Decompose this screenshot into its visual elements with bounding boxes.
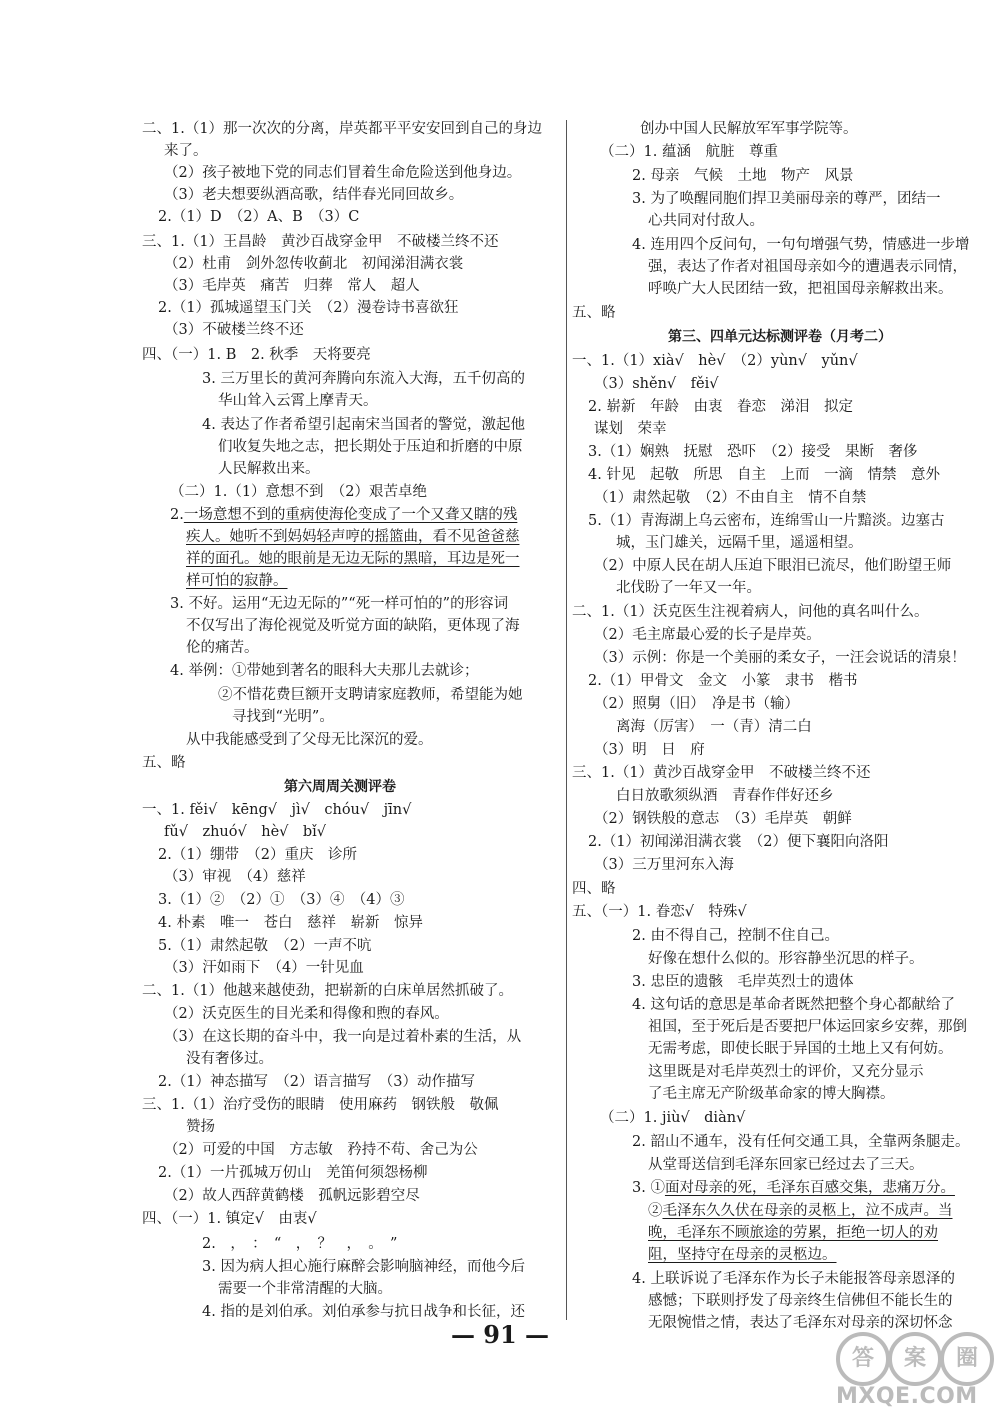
- answer-line: [632, 971, 853, 993]
- answer-line: [170, 593, 508, 615]
- answer-line: [588, 441, 918, 463]
- answer-text: （3）老夫想要纵酒高歌，结伴春光同回故乡。: [164, 187, 464, 203]
- answer-line: [594, 487, 866, 509]
- answer-text: ②不惜花费巨额开支聘请家庭教师，希望能为她: [218, 687, 523, 703]
- answer-text: 2.（1）D （2）A、B （3）C: [158, 209, 360, 225]
- answer-line: [572, 878, 616, 900]
- answer-text: 4. 针见 起敬 所思 自主 上而 一滴 情禁 意外: [588, 467, 940, 483]
- answer-text: （3）示例：你是一个美丽的柔女子，一汪会说话的清泉！: [594, 650, 966, 666]
- answer-text: （2）沃克医生的目光柔和得像和煦的春风。: [164, 1006, 449, 1022]
- answer-text: 五、略: [572, 305, 616, 321]
- answer-text: 呼唤广大人民团结一致，把祖国母亲解救出来。: [648, 281, 953, 297]
- answer-line: [142, 1208, 317, 1230]
- answer-line: [632, 1268, 955, 1290]
- answer-text: 4. 举例：①带她到著名的眼科大夫那儿去就诊；: [170, 663, 479, 679]
- answer-line: [186, 729, 433, 751]
- answer-line: [632, 234, 969, 256]
- answer-line: [164, 1026, 521, 1048]
- answer-text: 2.（1）孤城遥望玉门关 （2）漫卷诗书喜欲狂: [158, 300, 459, 316]
- answer-text: （3）三万里河东入海: [594, 857, 734, 873]
- answer-text: 2. 韶山不通车，没有任何交通工具，全靠两条腿走。: [632, 1134, 970, 1150]
- answer-text: 第六周周关测评卷: [284, 779, 396, 795]
- answer-text: （二）1. 蕴涵 航脏 尊重: [600, 144, 778, 160]
- answer-text: 四、（一）1. B 2. 秋季 天将要亮: [142, 347, 371, 363]
- answer-line: [164, 253, 463, 275]
- answer-text: fǔ√ zhuó√ hè√ bǐ√: [164, 824, 327, 840]
- answer-text: 没有奢侈过。: [186, 1051, 273, 1067]
- answer-text: 3. ①: [632, 1180, 665, 1196]
- answer-line: [186, 1116, 215, 1138]
- answer-text: 第三、四单元达标测评卷（月考二）: [668, 329, 892, 345]
- answer-line: [164, 1185, 420, 1207]
- answer-text: 二、1.（1）那一次次的分离，岸英都平平安安回到自己的身边: [142, 121, 543, 137]
- answer-text: 好像在想什么似的。形容静坐沉思的样子。: [648, 951, 924, 967]
- answer-line: [142, 752, 186, 774]
- answer-text: （2）照舅（旧） 净是书（输）: [594, 696, 799, 712]
- section-heading: [284, 776, 396, 798]
- answer-line: [648, 1038, 953, 1060]
- answer-line: [158, 206, 359, 228]
- column-divider: [566, 120, 567, 1320]
- underlined-answer-text: 面对母亲的死，毛泽东百感交集，悲痛万分。: [664, 1180, 955, 1196]
- answer-line: [572, 901, 747, 923]
- answer-text: 需要一个非常清醒的大脑。: [218, 1281, 392, 1297]
- answer-text: 从中我能感受到了父母无比深沉的爱。: [186, 732, 433, 748]
- answer-text: 4. 表达了作者希望引起南宋当国者的警觉，激起他: [202, 417, 525, 433]
- answer-line: [594, 555, 951, 577]
- underlined-answer-text: 阻，坚持守在母亲的灵柩边。: [648, 1247, 837, 1263]
- answer-text: 2. 由不得自己，控制不住自己。: [632, 928, 839, 944]
- answer-line: [648, 1061, 924, 1083]
- answer-line: [600, 141, 778, 163]
- answer-text: 白日放歌须纵酒 青春作伴好还乡: [616, 788, 834, 804]
- answer-line: [632, 994, 955, 1016]
- answer-line: [186, 526, 520, 548]
- answer-text: 一、1. fěi√ kēng√ jì√ chóu√ jīn√: [142, 802, 412, 818]
- watermark-url: MXQE.COM: [836, 1384, 978, 1409]
- answer-line: [594, 808, 852, 830]
- answer-text: 五、（一）1. 眷恋√ 特殊√: [572, 904, 747, 920]
- answer-line: [594, 647, 966, 669]
- answer-text: 感憾；下联则抒发了母亲终生信佛但不能长生的: [648, 1293, 953, 1309]
- answer-line: [164, 275, 420, 297]
- answer-line: [164, 821, 326, 843]
- answer-line: [202, 414, 525, 436]
- answer-line: [588, 396, 853, 418]
- answer-line: [218, 436, 523, 458]
- answer-text: 3. 不好。运用“无边无际的”“死一样可怕的”的形容词: [170, 596, 509, 612]
- answer-line: [640, 118, 858, 140]
- answer-line: [158, 844, 357, 866]
- answer-line: [186, 637, 259, 659]
- answer-text: 北伐盼了一年又一年。: [616, 580, 761, 596]
- answer-text: 离海（厉害） 一（青）清二白: [616, 719, 812, 735]
- answer-text: 4. 这句话的意思是革命者既然把整个身心都献给了: [632, 997, 955, 1013]
- answer-line: [572, 762, 871, 784]
- answer-line: [600, 1107, 745, 1129]
- answer-text: 2.（1）一片孤城万仞山 羌笛何须怨杨柳: [158, 1165, 428, 1181]
- answer-line: [594, 373, 719, 395]
- answer-text: （二）1. jiù√ diàn√: [600, 1110, 746, 1126]
- answer-text: 伦的痛苦。: [186, 640, 259, 656]
- answer-text: 2.（1）绷带 （2）重庆 诊所: [158, 847, 358, 863]
- answer-text: 4. 指的是刘伯承。刘伯承参与抗日战争和长征，还: [202, 1304, 525, 1320]
- answer-text: 2. 母亲 气候 土地 物产 风景: [632, 168, 854, 184]
- answer-line: [616, 532, 863, 554]
- answer-line: [648, 1200, 953, 1222]
- answer-text: （2）中原人民在胡人压迫下眼泪已流尽，他们盼望王师: [594, 558, 952, 574]
- section-heading: [668, 326, 892, 348]
- answer-line: [572, 601, 929, 623]
- answer-text: （3）审视 （4）慈祥: [164, 869, 306, 885]
- answer-line: [648, 1290, 953, 1312]
- answer-text: 了毛主席无产阶级革命家的博大胸襟。: [648, 1086, 895, 1102]
- answer-text: 二、1.（1）他越来越使劲，把崭新的白床单居然抓破了。: [142, 983, 514, 999]
- answer-text: 不仅写出了海伦视觉及听觉方面的缺陷，更体现了海: [186, 618, 520, 634]
- answer-line: [164, 162, 521, 184]
- answer-text: 寻找到“光明”。: [232, 709, 334, 725]
- answer-text: 来了。: [164, 143, 208, 159]
- answer-text: （2）毛主席最心爱的长子是岸英。: [594, 627, 821, 643]
- answer-line: [142, 118, 542, 140]
- answer-line: [158, 912, 423, 934]
- answer-line: [142, 344, 371, 366]
- answer-line: [186, 1048, 273, 1070]
- answer-line: [616, 577, 761, 599]
- answer-line: [186, 570, 288, 592]
- answer-line: [616, 785, 834, 807]
- answer-line: [232, 706, 334, 728]
- answer-text: 创办中国人民解放军军事学院等。: [640, 121, 858, 137]
- answer-line: [218, 458, 320, 480]
- answer-line: [588, 510, 945, 532]
- answer-line: [202, 1233, 397, 1255]
- answer-text: 五、略: [142, 755, 186, 771]
- answer-line: [142, 980, 513, 1002]
- answer-text: 三、1.（1）黄沙百战穿金甲 不破楼兰终不还: [572, 765, 871, 781]
- answer-text: 三、1.（1）治疗受伤的眼睛 使用麻药 钢铁般 敬佩: [142, 1097, 499, 1113]
- answer-text: 2.（1）神态描写 （2）语言描写 （3）动作描写: [158, 1074, 476, 1090]
- answer-text: 从堂哥送信到毛泽东回家已经过去了三天。: [648, 1157, 924, 1173]
- answer-line: [648, 1083, 895, 1105]
- answer-line: [588, 464, 940, 486]
- answer-text: （3）不破楼兰终不还: [164, 322, 304, 338]
- answer-text: 4. 连用四个反问句，一句句增强气势，情感进一步增: [632, 237, 970, 253]
- answer-text: 2.: [170, 507, 184, 523]
- answer-text: （2）孩子被地下党的同志们冒着生命危险送到他身边。: [164, 165, 522, 181]
- underlined-answer-text: 样可怕的寂静。: [186, 573, 288, 589]
- answer-line: [164, 184, 463, 206]
- answer-text: 无需考虑，即使长眠于异国的土地上又有何妨。: [648, 1041, 953, 1057]
- answer-line: [186, 548, 520, 570]
- answer-text: 3.（1）娴熟 抚慰 恐吓 （2）接受 果断 奢侈: [588, 444, 918, 460]
- answer-text: （二）1.（1）意想不到 （2）艰苦卓绝: [170, 484, 428, 500]
- underlined-answer-text: 晚，毛泽东不顾旅途的劳累，拒绝一切人的劝: [648, 1225, 938, 1241]
- answer-text: （3）汗如雨下 （4）一针见血: [164, 960, 364, 976]
- answer-line: [648, 1154, 924, 1176]
- answer-text: （1）肃然起敬 （2）不由自主 情不自禁: [594, 490, 867, 506]
- answer-text: 赞扬: [186, 1119, 215, 1135]
- answer-text: （2）故人西辞黄鹤楼 孤帆远影碧空尽: [164, 1188, 420, 1204]
- answer-line: [186, 615, 520, 637]
- answer-line: [142, 1094, 499, 1116]
- answer-line: [648, 948, 924, 970]
- answer-line: [632, 1177, 955, 1199]
- answer-text: 祖国，至于死后是否要把尸体运回家乡安葬，那倒: [648, 1019, 967, 1035]
- answer-line: [164, 1139, 478, 1161]
- answer-text: 谋划 荣幸: [594, 421, 667, 437]
- answer-line: [572, 350, 858, 372]
- answer-text: （3）毛岸英 痛苦 归葬 常人 超人: [164, 278, 420, 294]
- answer-text: 3.（1）② （2）① （3）④ （4）③: [158, 892, 405, 908]
- answer-line: [594, 624, 821, 646]
- answer-line: [218, 1278, 392, 1300]
- answer-line: [632, 925, 839, 947]
- underlined-answer-text: 祥的面孔。她的眼前是无边无际的黑暗，耳边是死一: [186, 551, 520, 567]
- answer-line: [170, 504, 517, 526]
- watermark-circle-icon: 圈: [940, 1332, 994, 1386]
- answer-text: 一、1.（1）xià√ hè√ （2）yùn√ yǔn√: [572, 353, 858, 369]
- underlined-answer-text: 一场意想不到的重病使海伦变成了一个又聋又瞎的残: [183, 507, 518, 523]
- answer-text: 2.（1）初闻涕泪满衣裳 （2）便下襄阳向洛阳: [588, 834, 889, 850]
- answer-text: 心共同对付敌人。: [648, 213, 764, 229]
- answer-text: 四、略: [572, 881, 616, 897]
- answer-text: 4. 上联诉说了毛泽东作为长子未能报答母亲恩泽的: [632, 1271, 955, 1287]
- watermark-circle-icon: 案: [888, 1332, 942, 1386]
- watermark-circle-icon: 答: [836, 1332, 890, 1386]
- answer-line: [142, 799, 411, 821]
- answer-line: [142, 231, 499, 253]
- answer-line: [648, 256, 967, 278]
- answer-line: [594, 418, 667, 440]
- answer-text: 这里既是对毛岸英烈士的评价，又充分显示: [648, 1064, 924, 1080]
- answer-text: ②: [648, 1203, 663, 1219]
- watermark-logo: [828, 1332, 998, 1410]
- answer-text: （3）shěn√ fěi√: [594, 376, 719, 392]
- answer-text: 3. 为了唤醒同胞们捍卫美丽母亲的尊严，团结一: [632, 191, 941, 207]
- answer-line: [594, 693, 799, 715]
- answer-line: [632, 165, 853, 187]
- answer-line: [588, 670, 858, 692]
- answer-line: [218, 390, 378, 412]
- answer-line: [164, 866, 306, 888]
- answer-line: [588, 831, 889, 853]
- answer-text: 2.（1）甲骨文 金文 小篆 隶书 楷书: [588, 673, 858, 689]
- answer-line: [158, 935, 372, 957]
- answer-text: 强，表达了作者对祖国母亲如今的遭遇表示同情，: [648, 259, 967, 275]
- answer-text: 3. 三万里长的黄河奔腾向东流入大海，五千仞高的: [202, 371, 525, 387]
- answer-line: [164, 1003, 449, 1025]
- answer-line: [202, 368, 525, 390]
- answer-line: [170, 481, 427, 503]
- answer-text: 2. ， ： “ ， ？ ， 。 ”: [202, 1236, 398, 1252]
- answer-text: （3）明 日 府: [594, 742, 705, 758]
- answer-line: [158, 297, 459, 319]
- answer-text: 5.（1）肃然起敬 （2）一声不吭: [158, 938, 372, 954]
- answer-text: 三、1.（1）王昌龄 黄沙百战穿金甲 不破楼兰终不还: [142, 234, 499, 250]
- answer-text: （3）在这长期的奋斗中，我一向是过着朴素的生活，从: [164, 1029, 522, 1045]
- answer-line: [594, 739, 705, 761]
- answer-text: 无限惋惜之情，表达了毛泽东对母亲的深切怀念: [648, 1315, 953, 1331]
- answer-text: 3. 忠臣的遗骸 毛岸英烈士的遗体: [632, 974, 854, 990]
- answer-text: 城，玉门雄关，远隔千里，遥遥相望。: [616, 535, 863, 551]
- answer-text: 华山耸入云霄上摩青天。: [218, 393, 378, 409]
- answer-text: （2）可爱的中国 方志敏 矜持不苟、舍己为公: [164, 1142, 478, 1158]
- answer-text: 人民解救出来。: [218, 461, 320, 477]
- answer-text: 2. 崭新 年龄 由衷 眷恋 涕泪 拟定: [588, 399, 853, 415]
- answer-line: [158, 889, 405, 911]
- underlined-answer-text: 疾人。她听不到妈妈轻声哼的摇篮曲，看不见爸爸慈: [186, 529, 520, 545]
- answer-line: [594, 854, 734, 876]
- answer-text: （2）钢铁般的意志 （3）毛岸英 朝鲜: [594, 811, 852, 827]
- answer-line: [616, 716, 812, 738]
- answer-line: [164, 319, 304, 341]
- answer-line: [648, 1244, 837, 1266]
- answer-text: 5.（1）青海湖上乌云密布，连绵雪山一片黯淡。边塞古: [588, 513, 945, 529]
- answer-text: 二、1.（1）沃克医生注视着病人，问他的真名叫什么。: [572, 604, 929, 620]
- answer-line: [158, 1162, 428, 1184]
- answer-line: [632, 1131, 969, 1153]
- answer-text: 4. 朴素 唯一 苍白 慈祥 崭新 惊异: [158, 915, 423, 931]
- answer-line: [648, 1016, 967, 1038]
- answer-text: 3. 因为病人担心施行麻醉会影响脑神经，而他今后: [202, 1259, 525, 1275]
- answer-line: [632, 188, 940, 210]
- answer-line: [164, 140, 208, 162]
- answer-line: [158, 1071, 475, 1093]
- answer-line: [218, 684, 523, 706]
- underlined-answer-text: 毛泽东久久伏在母亲的灵柩上，泣不成声。当: [662, 1203, 953, 1219]
- answer-text: 四、（一）1. 镇定√ 由衷√: [142, 1211, 317, 1227]
- answer-text: 们收复失地之志，把长期处于压迫和折磨的中原: [218, 439, 523, 455]
- answer-line: [648, 210, 764, 232]
- answer-line: [648, 278, 953, 300]
- answer-line: [170, 660, 478, 682]
- answer-line: [202, 1256, 525, 1278]
- answer-line: [648, 1222, 938, 1244]
- page-number: — 91 —: [450, 1320, 550, 1349]
- answer-line: [572, 302, 616, 324]
- answer-line: [164, 957, 364, 979]
- answer-text: （2）杜甫 剑外忽传收蓟北 初闻涕泪满衣裳: [164, 256, 464, 272]
